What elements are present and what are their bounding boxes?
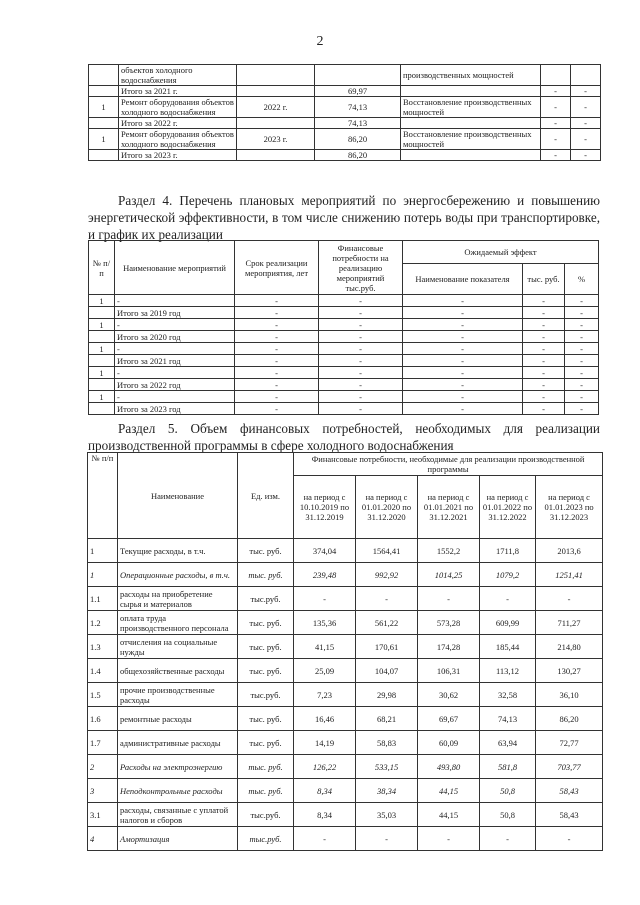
row-value: - [536,827,603,851]
row-number: 1.7 [88,731,118,755]
row-name: Расходы на электроэнергию [118,755,238,779]
row-value: - [294,587,356,611]
row-percent: - [565,355,599,367]
row-effect [401,86,541,97]
table-row [89,97,601,118]
row-unit: тыс. руб. [238,755,294,779]
row-value: 609,99 [480,611,536,635]
row-value: 32,58 [480,683,536,707]
row-indicator: - [403,379,523,391]
row-name: ремонтные расходы [118,707,238,731]
row-percent: - [565,391,599,403]
table-planned-repairs [88,64,601,161]
table-row [89,379,599,391]
row-value: - [418,587,480,611]
table-row [89,150,601,161]
row-value: 36,10 [536,683,603,707]
row-effect-thousand: - [541,150,571,161]
row-name: - [115,343,235,355]
page-number: 2 [316,34,324,49]
t2-header-indicator: Наименование показателя [403,264,523,295]
row-value: 44,15 [418,779,480,803]
row-value: - [480,827,536,851]
row-effect-thousand: - [541,118,571,129]
row-value: 174,28 [418,635,480,659]
row-thousand: - [523,355,565,367]
row-thousand: - [523,391,565,403]
table-row [88,755,603,779]
row-value: 58,43 [536,779,603,803]
row-indicator: - [403,343,523,355]
row-value: 703,77 [536,755,603,779]
row-effect-percent: - [571,118,601,129]
table-row [89,403,599,415]
row-number: 1 [89,295,115,307]
table-row [88,635,603,659]
row-value: 214,80 [536,635,603,659]
row-value: 113,12 [480,659,536,683]
row-value: 50,8 [480,803,536,827]
t3-header-period-2022: на период с 01.01.2022 по 31.12.2022 [480,476,536,539]
row-indicator: - [403,307,523,319]
table-row [88,587,603,611]
row-value: - [536,587,603,611]
row-number [89,379,115,391]
row-value: 58,83 [356,731,418,755]
t2-header-fin: Финансовые потребности на реализацию мероприятий тыс.руб. [319,241,403,295]
row-value: 74,13 [480,707,536,731]
row-value: 2013,6 [536,539,603,563]
row-thousand: - [523,343,565,355]
row-name: прочие производственные расходы [118,683,238,707]
row-name: Итого за 2021 г. [119,86,237,97]
row-value: 493,80 [418,755,480,779]
row-name: Итого за 2023 год [115,403,235,415]
t3-header-n: № п/п [88,453,118,539]
row-indicator: - [403,391,523,403]
table-row [88,683,603,707]
row-year: 2022 г. [237,97,315,118]
row-term: - [235,331,319,343]
row-value: 374,04 [294,539,356,563]
row-financing: 74,13 [315,118,401,129]
row-value: 14,19 [294,731,356,755]
row-name: Ремонт оборудования объектов холодного водоснабжения [119,129,237,150]
row-unit: тыс. руб. [238,731,294,755]
row-value: 63,94 [480,731,536,755]
row-effect [401,118,541,129]
row-effect-thousand: - [541,86,571,97]
row-name: - [115,367,235,379]
row-value: 533,15 [356,755,418,779]
t3-header-period-2020: на период с 01.01.2020 по 31.12.2020 [356,476,418,539]
table-row [88,707,603,731]
row-term: - [235,379,319,391]
table-row [88,827,603,851]
row-financing: 69,97 [315,86,401,97]
row-name: Амортизация [118,827,238,851]
row-value: 69,67 [418,707,480,731]
row-number: 3.1 [88,803,118,827]
row-value: - [480,587,536,611]
row-effect-percent [571,65,601,86]
row-value: 86,20 [536,707,603,731]
row-value: 1251,41 [536,563,603,587]
row-effect: Восстановление производственных мощностей [401,97,541,118]
row-percent: - [565,307,599,319]
row-unit: тыс.руб. [238,827,294,851]
table-row [88,563,603,587]
row-thousand: - [523,403,565,415]
row-name: расходы, связанные с уплатой налогов и сборов [118,803,238,827]
row-financing: - [319,403,403,415]
row-year [237,86,315,97]
table-energy-saving [88,240,599,415]
row-value: 573,28 [418,611,480,635]
row-unit: тыс.руб. [238,803,294,827]
row-term: - [235,355,319,367]
row-name: Итого за 2023 г. [119,150,237,161]
t2-header-term: Срок реализации мероприятия, лет [235,241,319,295]
table-row [88,539,603,563]
table-row [88,779,603,803]
row-thousand: - [523,379,565,391]
row-value: 1711,8 [480,539,536,563]
row-financing: - [319,343,403,355]
row-financing: - [319,331,403,343]
row-name: объектов холодного водоснабжения [119,65,237,86]
row-term: - [235,307,319,319]
row-name: отчисления на социальные нужды [118,635,238,659]
t3-header-name: Наименование [118,453,238,539]
table-row [89,367,599,379]
t2-header-thousand: тыс. руб. [523,264,565,295]
row-value: 35,03 [356,803,418,827]
table-row [89,391,599,403]
row-term: - [235,319,319,331]
row-financing: 86,20 [315,129,401,150]
row-thousand: - [523,367,565,379]
table-row [89,343,599,355]
row-value: 1564,41 [356,539,418,563]
row-value: 130,27 [536,659,603,683]
table-row [89,65,601,86]
row-unit: тыс. руб. [238,539,294,563]
row-number: 1 [89,367,115,379]
row-value: 60,09 [418,731,480,755]
row-financing: - [319,319,403,331]
row-percent: - [565,319,599,331]
row-number: 3 [88,779,118,803]
row-indicator: - [403,331,523,343]
row-value: - [356,827,418,851]
row-value: 50,8 [480,779,536,803]
table-row [89,295,599,307]
row-number [89,403,115,415]
row-value: 104,07 [356,659,418,683]
table-row [89,118,601,129]
t3-header-unit: Ед. изм. [238,453,294,539]
row-value: 25,09 [294,659,356,683]
table-row [88,803,603,827]
row-value: 68,21 [356,707,418,731]
t3-header-period-2023: на период с 01.01.2023 по 31.12.2023 [536,476,603,539]
row-indicator: - [403,355,523,367]
row-financing: - [319,307,403,319]
table-row [89,129,601,150]
row-number: 1 [89,97,119,118]
row-value: 1552,2 [418,539,480,563]
table-row [89,331,599,343]
row-value: 992,92 [356,563,418,587]
row-year [237,65,315,86]
row-name: Итого за 2019 год [115,307,235,319]
row-value: 561,22 [356,611,418,635]
row-value: 126,22 [294,755,356,779]
row-effect [401,150,541,161]
row-indicator: - [403,403,523,415]
table-row [88,659,603,683]
row-indicator: - [403,319,523,331]
row-effect-thousand: - [541,97,571,118]
row-term: - [235,403,319,415]
row-name: Итого за 2022 г. [119,118,237,129]
row-value: - [294,827,356,851]
row-year [237,150,315,161]
row-number: 1.2 [88,611,118,635]
t2-header-n: № п/п [89,241,115,295]
row-percent: - [565,379,599,391]
row-unit: тыс. руб. [238,779,294,803]
row-unit: тыс. руб. [238,707,294,731]
row-effect: производственных мощностей [401,65,541,86]
row-effect-percent: - [571,97,601,118]
row-number: 1 [89,343,115,355]
row-value: 239,48 [294,563,356,587]
row-term: - [235,295,319,307]
row-value: 1014,25 [418,563,480,587]
row-name: Итого за 2022 год [115,379,235,391]
row-thousand: - [523,319,565,331]
row-number: 1.5 [88,683,118,707]
row-value: 16,46 [294,707,356,731]
t2-header-name: Наименование мероприятий [115,241,235,295]
table-row [89,86,601,97]
row-number [89,65,119,86]
row-thousand: - [523,295,565,307]
row-thousand: - [523,307,565,319]
row-name: Текущие расходы, в т.ч. [118,539,238,563]
row-number: 2 [88,755,118,779]
row-name: Итого за 2021 год [115,355,235,367]
row-value: 30,62 [418,683,480,707]
row-effect-percent: - [571,150,601,161]
row-number [89,307,115,319]
row-name: общехозяйственные расходы [118,659,238,683]
row-value: - [418,827,480,851]
row-indicator: - [403,295,523,307]
row-value: 8,34 [294,803,356,827]
row-value: 1079,2 [480,563,536,587]
table-row [88,731,603,755]
row-unit: тыс.руб. [238,587,294,611]
row-number: 1.6 [88,707,118,731]
row-year: 2023 г. [237,129,315,150]
row-value: 41,15 [294,635,356,659]
row-number: 4 [88,827,118,851]
row-number: 1 [89,319,115,331]
row-percent: - [565,367,599,379]
row-number: 1.4 [88,659,118,683]
section-4-title: Раздел 4. Перечень плановых мероприятий по энергосбережению и повышению энергетической эффективности, в том числе снижению потерь воды при транспортировке, и график их реализации [88,193,600,242]
row-year [237,118,315,129]
row-number [89,331,115,343]
row-unit: тыс. руб. [238,611,294,635]
t3-header-period-2021: на период с 01.01.2021 по 31.12.2021 [418,476,480,539]
row-percent: - [565,403,599,415]
row-term: - [235,391,319,403]
section-5-title: Раздел 5. Объем финансовых потребностей, необходимых для реализации производственной программы в сфере холодного водоснабжения [88,421,600,453]
row-number: 1 [89,129,119,150]
row-financing: - [319,379,403,391]
row-value: 170,61 [356,635,418,659]
row-effect: Восстановление производственных мощностей [401,129,541,150]
table-row [89,355,599,367]
row-financing: - [319,391,403,403]
row-name: административные расходы [118,731,238,755]
row-unit: тыс. руб. [238,635,294,659]
table-row [89,319,599,331]
row-name: - [115,295,235,307]
row-thousand: - [523,331,565,343]
row-value: 135,36 [294,611,356,635]
row-name: Неподконтрольные расходы [118,779,238,803]
table-row [89,307,599,319]
row-number: 1 [88,563,118,587]
t3-header-period-2019: на период с 10.10.2019 по 31.12.2019 [294,476,356,539]
row-number: 1 [89,391,115,403]
row-financing: - [319,367,403,379]
row-unit: тыс. руб. [238,659,294,683]
t2-header-percent: % [565,264,599,295]
row-term: - [235,367,319,379]
row-value: 7,23 [294,683,356,707]
row-unit: тыс. руб. [238,563,294,587]
row-effect-thousand [541,65,571,86]
row-financing [315,65,401,86]
row-value: 8,34 [294,779,356,803]
row-value: 711,27 [536,611,603,635]
row-number: 1 [88,539,118,563]
row-name: Итого за 2020 год [115,331,235,343]
row-name: Ремонт оборудования объектов холодного водоснабжения [119,97,237,118]
row-value: 38,34 [356,779,418,803]
row-value: 106,31 [418,659,480,683]
row-financing: - [319,355,403,367]
row-financing: - [319,295,403,307]
row-percent: - [565,331,599,343]
row-percent: - [565,295,599,307]
t2-header-effect: Ожидаемый эффект [403,241,599,264]
row-value: 185,44 [480,635,536,659]
row-name: - [115,319,235,331]
table-financial-needs [87,452,603,851]
row-name: расходы на приобретение сырья и материалов [118,587,238,611]
table-row [88,611,603,635]
row-number [89,150,119,161]
t3-header-group: Финансовые потребности, необходимые для реализации производственной программы [294,453,603,476]
row-number [89,355,115,367]
row-indicator: - [403,367,523,379]
row-effect-percent: - [571,86,601,97]
row-effect-thousand: - [541,129,571,150]
row-unit: тыс.руб. [238,683,294,707]
row-name: оплата труда производственного персонала [118,611,238,635]
row-value: 581,8 [480,755,536,779]
row-value: 44,15 [418,803,480,827]
row-name: - [115,391,235,403]
row-value: 72,77 [536,731,603,755]
row-number: 1.1 [88,587,118,611]
row-number: 1.3 [88,635,118,659]
row-value: - [356,587,418,611]
row-financing: 74,13 [315,97,401,118]
row-term: - [235,343,319,355]
row-name: Операционные расходы, в т.ч. [118,563,238,587]
row-effect-percent: - [571,129,601,150]
row-percent: - [565,343,599,355]
row-number [89,86,119,97]
row-value: 58,43 [536,803,603,827]
row-financing: 86,20 [315,150,401,161]
row-number [89,118,119,129]
row-value: 29,98 [356,683,418,707]
